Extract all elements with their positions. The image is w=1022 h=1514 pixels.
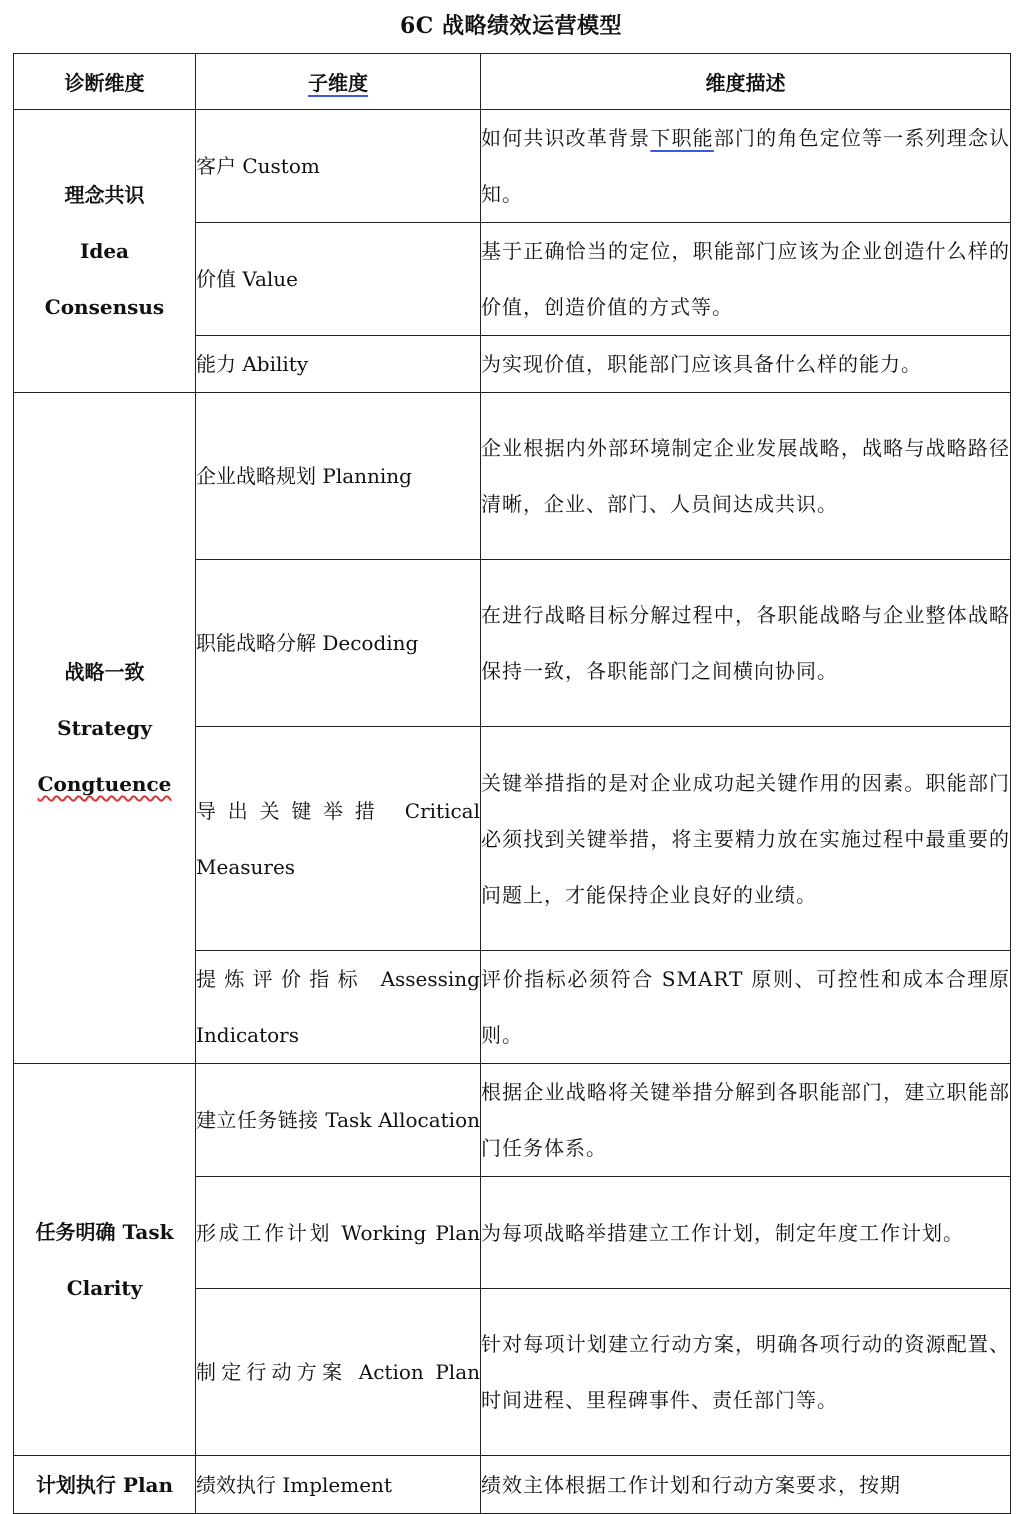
- dimension-line: 计划执行 Plan: [35, 1472, 174, 1497]
- sub-dimension-cell: 提炼评价指标 Assessing Indicators: [196, 951, 481, 1064]
- description-cell: [481, 110, 1011, 223]
- dimension-cell-task-clarity: [14, 1064, 196, 1456]
- sub-dimension-cell: 建立任务链接 Task Allocation: [196, 1064, 481, 1177]
- sub-dimension-cell: 职能战略分解 Decoding: [196, 560, 481, 727]
- sub-dimension-cell: 价值 Value: [196, 223, 481, 336]
- dimension-line: 理念共识: [64, 183, 145, 207]
- table-row: [14, 1456, 1011, 1514]
- dimension-line: Strategy: [57, 716, 152, 740]
- description-cell: 企业根据内外部环境制定企业发展战略，战略与战略路径清晰，企业、部门、人员间达成共识。: [481, 393, 1011, 560]
- description-cell: 为实现价值，职能部门应该具备什么样的能力。: [481, 336, 1011, 393]
- description-cell: 在进行战略目标分解过程中，各职能战略与企业整体战略保持一致，各职能部门之间横向协同。: [481, 560, 1011, 727]
- sub-dimension-cell: 企业战略规划 Planning: [196, 393, 481, 560]
- header-description: 维度描述: [481, 54, 1011, 110]
- dimension-line: 任务明确 Task: [35, 1219, 174, 1244]
- dimension-cell-strategy-congruence: [14, 393, 196, 1064]
- dimension-line: Clarity: [66, 1275, 143, 1300]
- sub-dimension-cell: 客户 Custom: [196, 110, 481, 223]
- header-sub-dimension: [196, 54, 481, 110]
- description-text: 如何共识改革背景: [481, 126, 651, 150]
- header-row: [14, 54, 1011, 110]
- sub-dimension-cell: 形成工作计划 Working Plan: [196, 1177, 481, 1289]
- description-cell: 根据企业战略将关键举措分解到各职能部门，建立职能部门任务体系。: [481, 1064, 1011, 1177]
- sub-dimension-cell: 能力 Ability: [196, 336, 481, 393]
- table-row: [14, 1064, 1011, 1177]
- table-row: [14, 393, 1011, 560]
- dimension-cell-idea-consensus: [14, 110, 196, 393]
- dimension-line: Idea: [79, 239, 130, 263]
- description-cell: 评价指标必须符合 SMART 原则、可控性和成本合理原则。: [481, 951, 1011, 1064]
- description-cell: 针对每项计划建立行动方案，明确各项行动的资源配置、时间进程、里程碑事件、责任部门等。: [481, 1289, 1011, 1456]
- dimension-line-misspelled: Congtuence: [37, 772, 172, 796]
- description-marked-text: 下职能: [650, 126, 714, 150]
- description-cell: 绩效主体根据工作计划和行动方案要求，按期: [481, 1456, 1011, 1514]
- sub-dimension-cell: 制定行动方案 Action Plan: [196, 1289, 481, 1456]
- dimension-line: Consensus: [44, 295, 165, 319]
- header-dimension: 诊断维度: [14, 54, 196, 110]
- table-row: [14, 110, 1011, 223]
- description-text: 部门的角色定位等一系列理念认知。: [481, 126, 1011, 206]
- document-title: 6C 战略绩效运营模型: [400, 13, 622, 39]
- dimension-line: 战略一致: [64, 660, 145, 684]
- description-cell: 为每项战略举措建立工作计划，制定年度工作计划。: [481, 1177, 1011, 1289]
- dimension-cell-plan: [14, 1456, 196, 1514]
- sub-dimension-cell: 导出关键举措 Critical Measures: [196, 727, 481, 951]
- sub-dimension-cell: 绩效执行 Implement: [196, 1456, 481, 1514]
- model-table: [13, 53, 1011, 1514]
- description-cell: 基于正确恰当的定位，职能部门应该为企业创造什么样的价值，创造价值的方式等。: [481, 223, 1011, 336]
- header-sub-dimension-label: 子维度: [308, 71, 368, 95]
- description-cell: 关键举措指的是对企业成功起关键作用的因素。职能部门必须找到关键举措，将主要精力放在实施过程中最重要的问题上，才能保持企业良好的业绩。: [481, 727, 1011, 951]
